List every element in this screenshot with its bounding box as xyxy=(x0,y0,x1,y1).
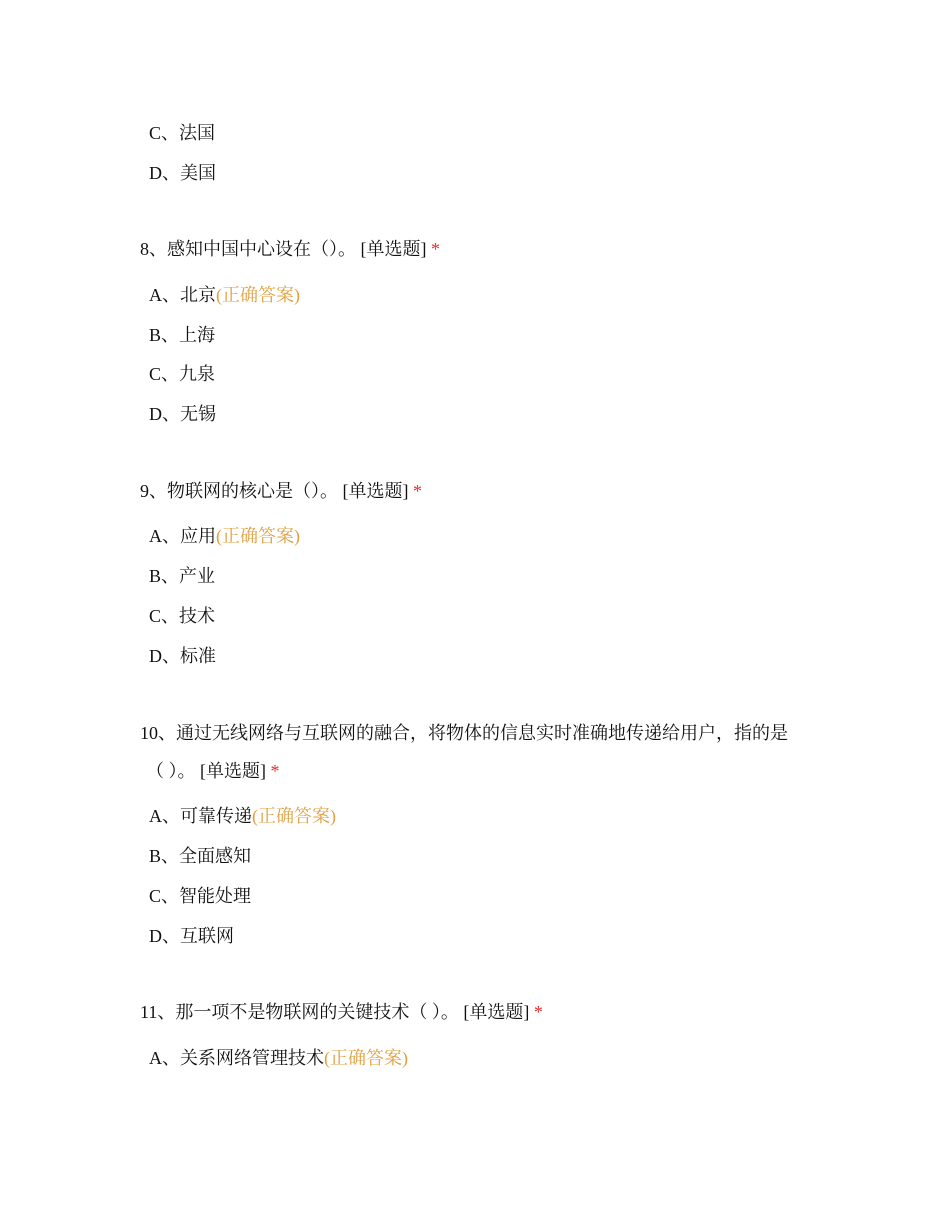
option-item xyxy=(149,161,216,185)
question-text: 10、通过无线网络与互联网的融合，将物体的信息实时准确地传递给用户，指的是 xyxy=(140,723,788,743)
required-mark: * xyxy=(533,1002,543,1022)
correct-answer-tag: (正确答案) xyxy=(324,1048,408,1068)
question-type: [单选题] xyxy=(200,761,266,781)
option-item xyxy=(149,1046,408,1070)
option-item xyxy=(149,564,215,588)
option-item xyxy=(149,402,216,426)
option-item xyxy=(149,323,215,347)
question-title xyxy=(140,237,440,261)
option-label: A、可靠传递 xyxy=(149,806,252,826)
option-item xyxy=(149,524,300,548)
option-label: B、上海 xyxy=(149,325,216,345)
option-item xyxy=(149,884,251,908)
option-label: B、产业 xyxy=(149,566,216,586)
required-mark: * xyxy=(431,239,440,259)
question-text: 11、那一项不是物联网的关键技术（ ）。 xyxy=(140,1002,459,1022)
option-item xyxy=(149,844,251,868)
option-item xyxy=(149,924,234,948)
required-mark: * xyxy=(413,481,422,501)
correct-answer-tag: (正确答案) xyxy=(216,526,300,546)
option-label: A、关系网络管理技术 xyxy=(149,1048,324,1068)
option-label: C、法国 xyxy=(149,123,216,143)
option-label: D、互联网 xyxy=(149,926,234,946)
option-label: B、全面感知 xyxy=(149,846,252,866)
question-type: [单选题] xyxy=(463,1002,530,1022)
correct-answer-tag: (正确答案) xyxy=(216,285,300,305)
question-title xyxy=(140,721,788,745)
option-label: A、北京 xyxy=(149,285,216,305)
question-title xyxy=(140,479,422,503)
option-item xyxy=(149,804,336,828)
option-item xyxy=(149,362,215,386)
question-text: （ ）。 xyxy=(146,761,196,781)
question-type: [单选题] xyxy=(342,481,409,501)
option-item xyxy=(149,604,215,628)
question-type: [单选题] xyxy=(360,239,427,259)
option-label: C、智能处理 xyxy=(149,886,252,906)
option-label: D、美国 xyxy=(149,163,216,183)
option-item xyxy=(149,644,216,668)
option-label: C、技术 xyxy=(149,606,216,626)
question-text: 8、感知中国中心设在（）。 xyxy=(140,239,356,259)
option-label: D、标准 xyxy=(149,646,216,666)
required-mark: * xyxy=(270,761,280,781)
question-title xyxy=(140,1000,543,1024)
option-label: A、应用 xyxy=(149,526,216,546)
question-title-continued xyxy=(146,759,280,783)
option-item xyxy=(149,121,215,145)
option-label: C、九泉 xyxy=(149,364,216,384)
correct-answer-tag: (正确答案) xyxy=(252,806,336,826)
option-label: D、无锡 xyxy=(149,404,216,424)
question-text: 9、物联网的核心是（）。 xyxy=(140,481,338,501)
option-item xyxy=(149,283,300,307)
